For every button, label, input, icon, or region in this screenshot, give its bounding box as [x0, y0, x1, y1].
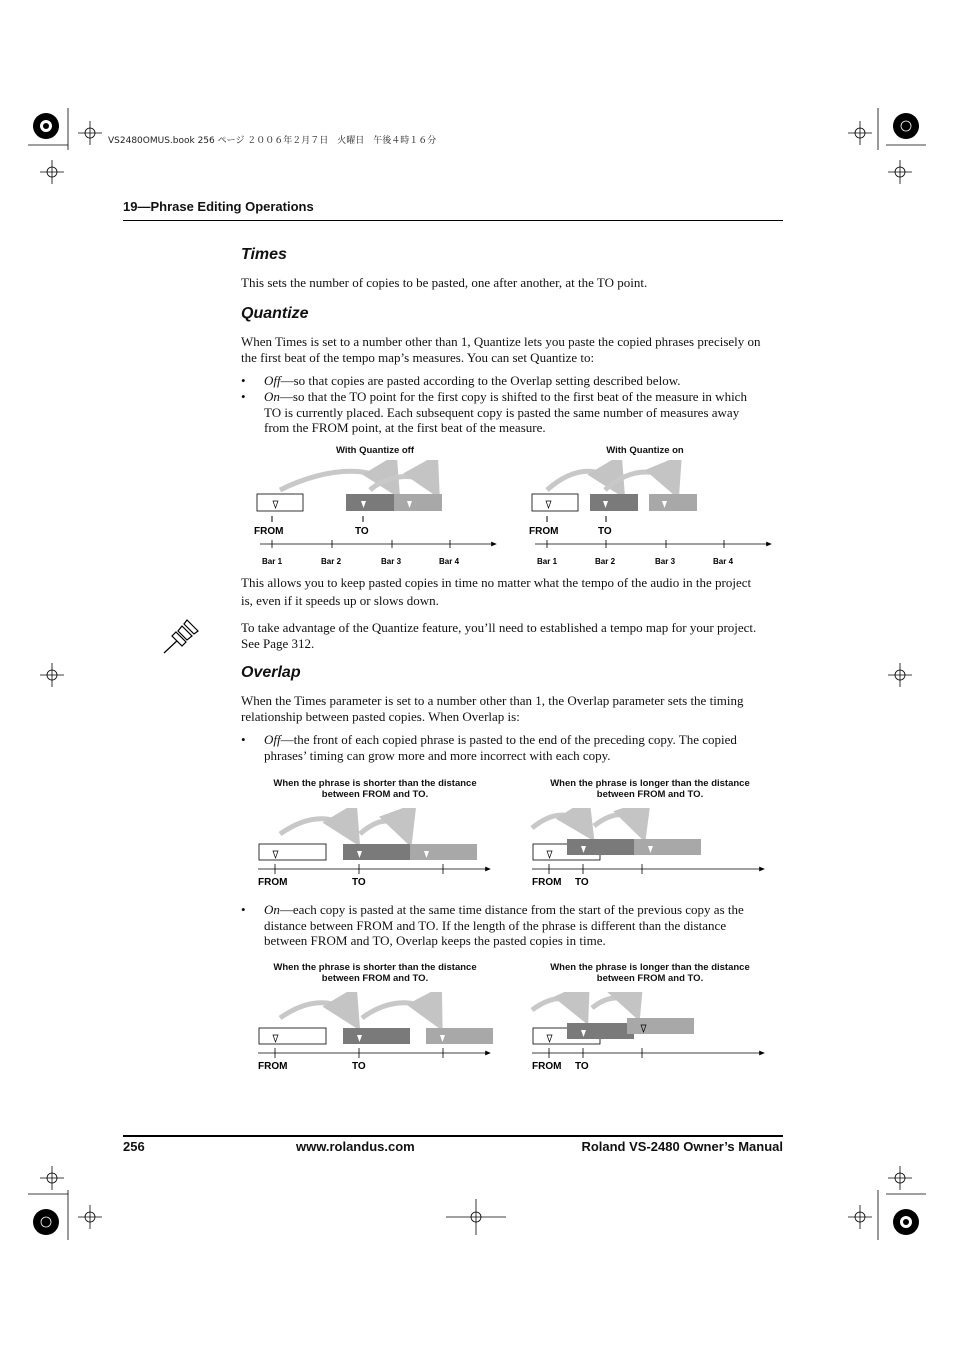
quantize-after: This allows you to keep pasted copies in time no matter what the tempo of the audio in the project is, even if it speeds up or slows down. [241, 575, 752, 608]
definition: —so that the TO point for the first copy is shifted to the first beat of the measure in which TO is currently placed. Each subsequent copy is pasted the same number of measures away from the FROM point, at the first beat of the measure. [264, 389, 747, 435]
from-label: FROM [254, 526, 284, 537]
quantize-on-item [264, 389, 760, 436]
diagram-caption: When the phrase is longer than the distance between FROM and TO. [550, 778, 750, 800]
header-rule [123, 220, 783, 221]
overlap-on-diagram [240, 992, 780, 1077]
term: On [264, 389, 280, 404]
overlap-on-item [264, 902, 760, 949]
from-label: FROM [532, 1061, 562, 1072]
quantize-note: To take advantage of the Quantize feature, you’ll need to established a tempo map for your project. See Page 312. [241, 620, 757, 651]
quantize-off-item [264, 373, 760, 389]
overlap-off-diagram [240, 808, 780, 893]
bar-label: Bar 4 [713, 557, 734, 566]
to-label: TO [352, 1061, 366, 1072]
quantize-intro: When Times is set to a number other than 1, Quantize lets you paste the copied phrases precisely on the first beat of the tempo map’s measures. You can set Quantize to: [241, 334, 761, 365]
to-label: TO [352, 877, 366, 888]
bar-label: Bar 4 [439, 557, 460, 566]
overlap-heading: Overlap [241, 664, 301, 681]
diagram-caption: With Quantize off [335, 445, 414, 456]
diagram-caption: When the phrase is shorter than the distance between FROM and TO. [273, 962, 477, 984]
times-body: This sets the number of copies to be pasted, one after another, at the TO point. [241, 275, 648, 290]
from-label: FROM [532, 877, 562, 888]
chapter-header: 19—Phrase Editing Operations [123, 199, 314, 214]
bar-label: Bar 2 [595, 557, 616, 566]
from-label: FROM [258, 1061, 288, 1072]
diagram-caption: When the phrase is longer than the distance between FROM and TO. [550, 962, 750, 984]
bar-label: Bar 1 [262, 557, 283, 566]
overlap-on-longer [532, 998, 764, 1072]
footer-url: www.rolandus.com [296, 1139, 415, 1154]
print-slug: VS2480OMUS.book 256 ページ ２００６年２月７日 火曜日 午後４時１６分 [108, 136, 437, 146]
term: Off [264, 373, 281, 388]
quantize-diagram [240, 460, 780, 570]
bar-label: Bar 2 [321, 557, 342, 566]
definition: —the front of each copied phrase is pasted to the end of the preceding copy. The copied phrases’ timing can grow more and more incorrect with each copy. [264, 732, 737, 763]
pushpin-icon [160, 616, 202, 656]
overlap-off-item [264, 732, 760, 763]
times-heading: Times [241, 246, 287, 263]
quantize-on-diagram [529, 471, 771, 566]
page-number: 256 [123, 1139, 145, 1154]
overlap-off-longer [532, 815, 764, 888]
quantize-heading: Quantize [241, 305, 309, 322]
diagram-caption: When the phrase is shorter than the distance between FROM and TO. [273, 778, 477, 800]
definition: —so that copies are pasted according to the Overlap setting described below. [280, 373, 681, 388]
bullet: • [241, 732, 246, 747]
overlap-off-shorter [258, 819, 490, 888]
to-label: TO [598, 526, 612, 537]
from-label: FROM [258, 877, 288, 888]
bar-label: Bar 1 [537, 557, 558, 566]
overlap-intro: When the Times parameter is set to a number other than 1, the Overlap parameter sets the timing relationship between pasted copies. When Overlap is: [241, 693, 744, 724]
overlap-on-shorter [258, 1003, 493, 1072]
term: Off [264, 732, 281, 747]
term: On [264, 902, 280, 917]
bar-label: Bar 3 [381, 557, 402, 566]
to-label: TO [355, 526, 369, 537]
bullet: • [241, 902, 246, 917]
bullet: • [241, 389, 246, 404]
definition: —each copy is pasted at the same time distance from the start of the previous copy as the distance between FROM and TO. If the length of the phrase is different than the distance between FROM and TO, Overlap keeps the pasted copies in time. [264, 902, 744, 948]
bullet: • [241, 373, 246, 388]
to-label: TO [575, 1061, 589, 1072]
bar-label: Bar 3 [655, 557, 676, 566]
footer-rule [123, 1135, 783, 1137]
quantize-off-diagram [254, 471, 496, 566]
from-label: FROM [529, 526, 559, 537]
to-label: TO [575, 877, 589, 888]
footer-manual-title: Roland VS-2480 Owner’s Manual [581, 1139, 783, 1154]
diagram-caption: With Quantize on [606, 445, 684, 456]
